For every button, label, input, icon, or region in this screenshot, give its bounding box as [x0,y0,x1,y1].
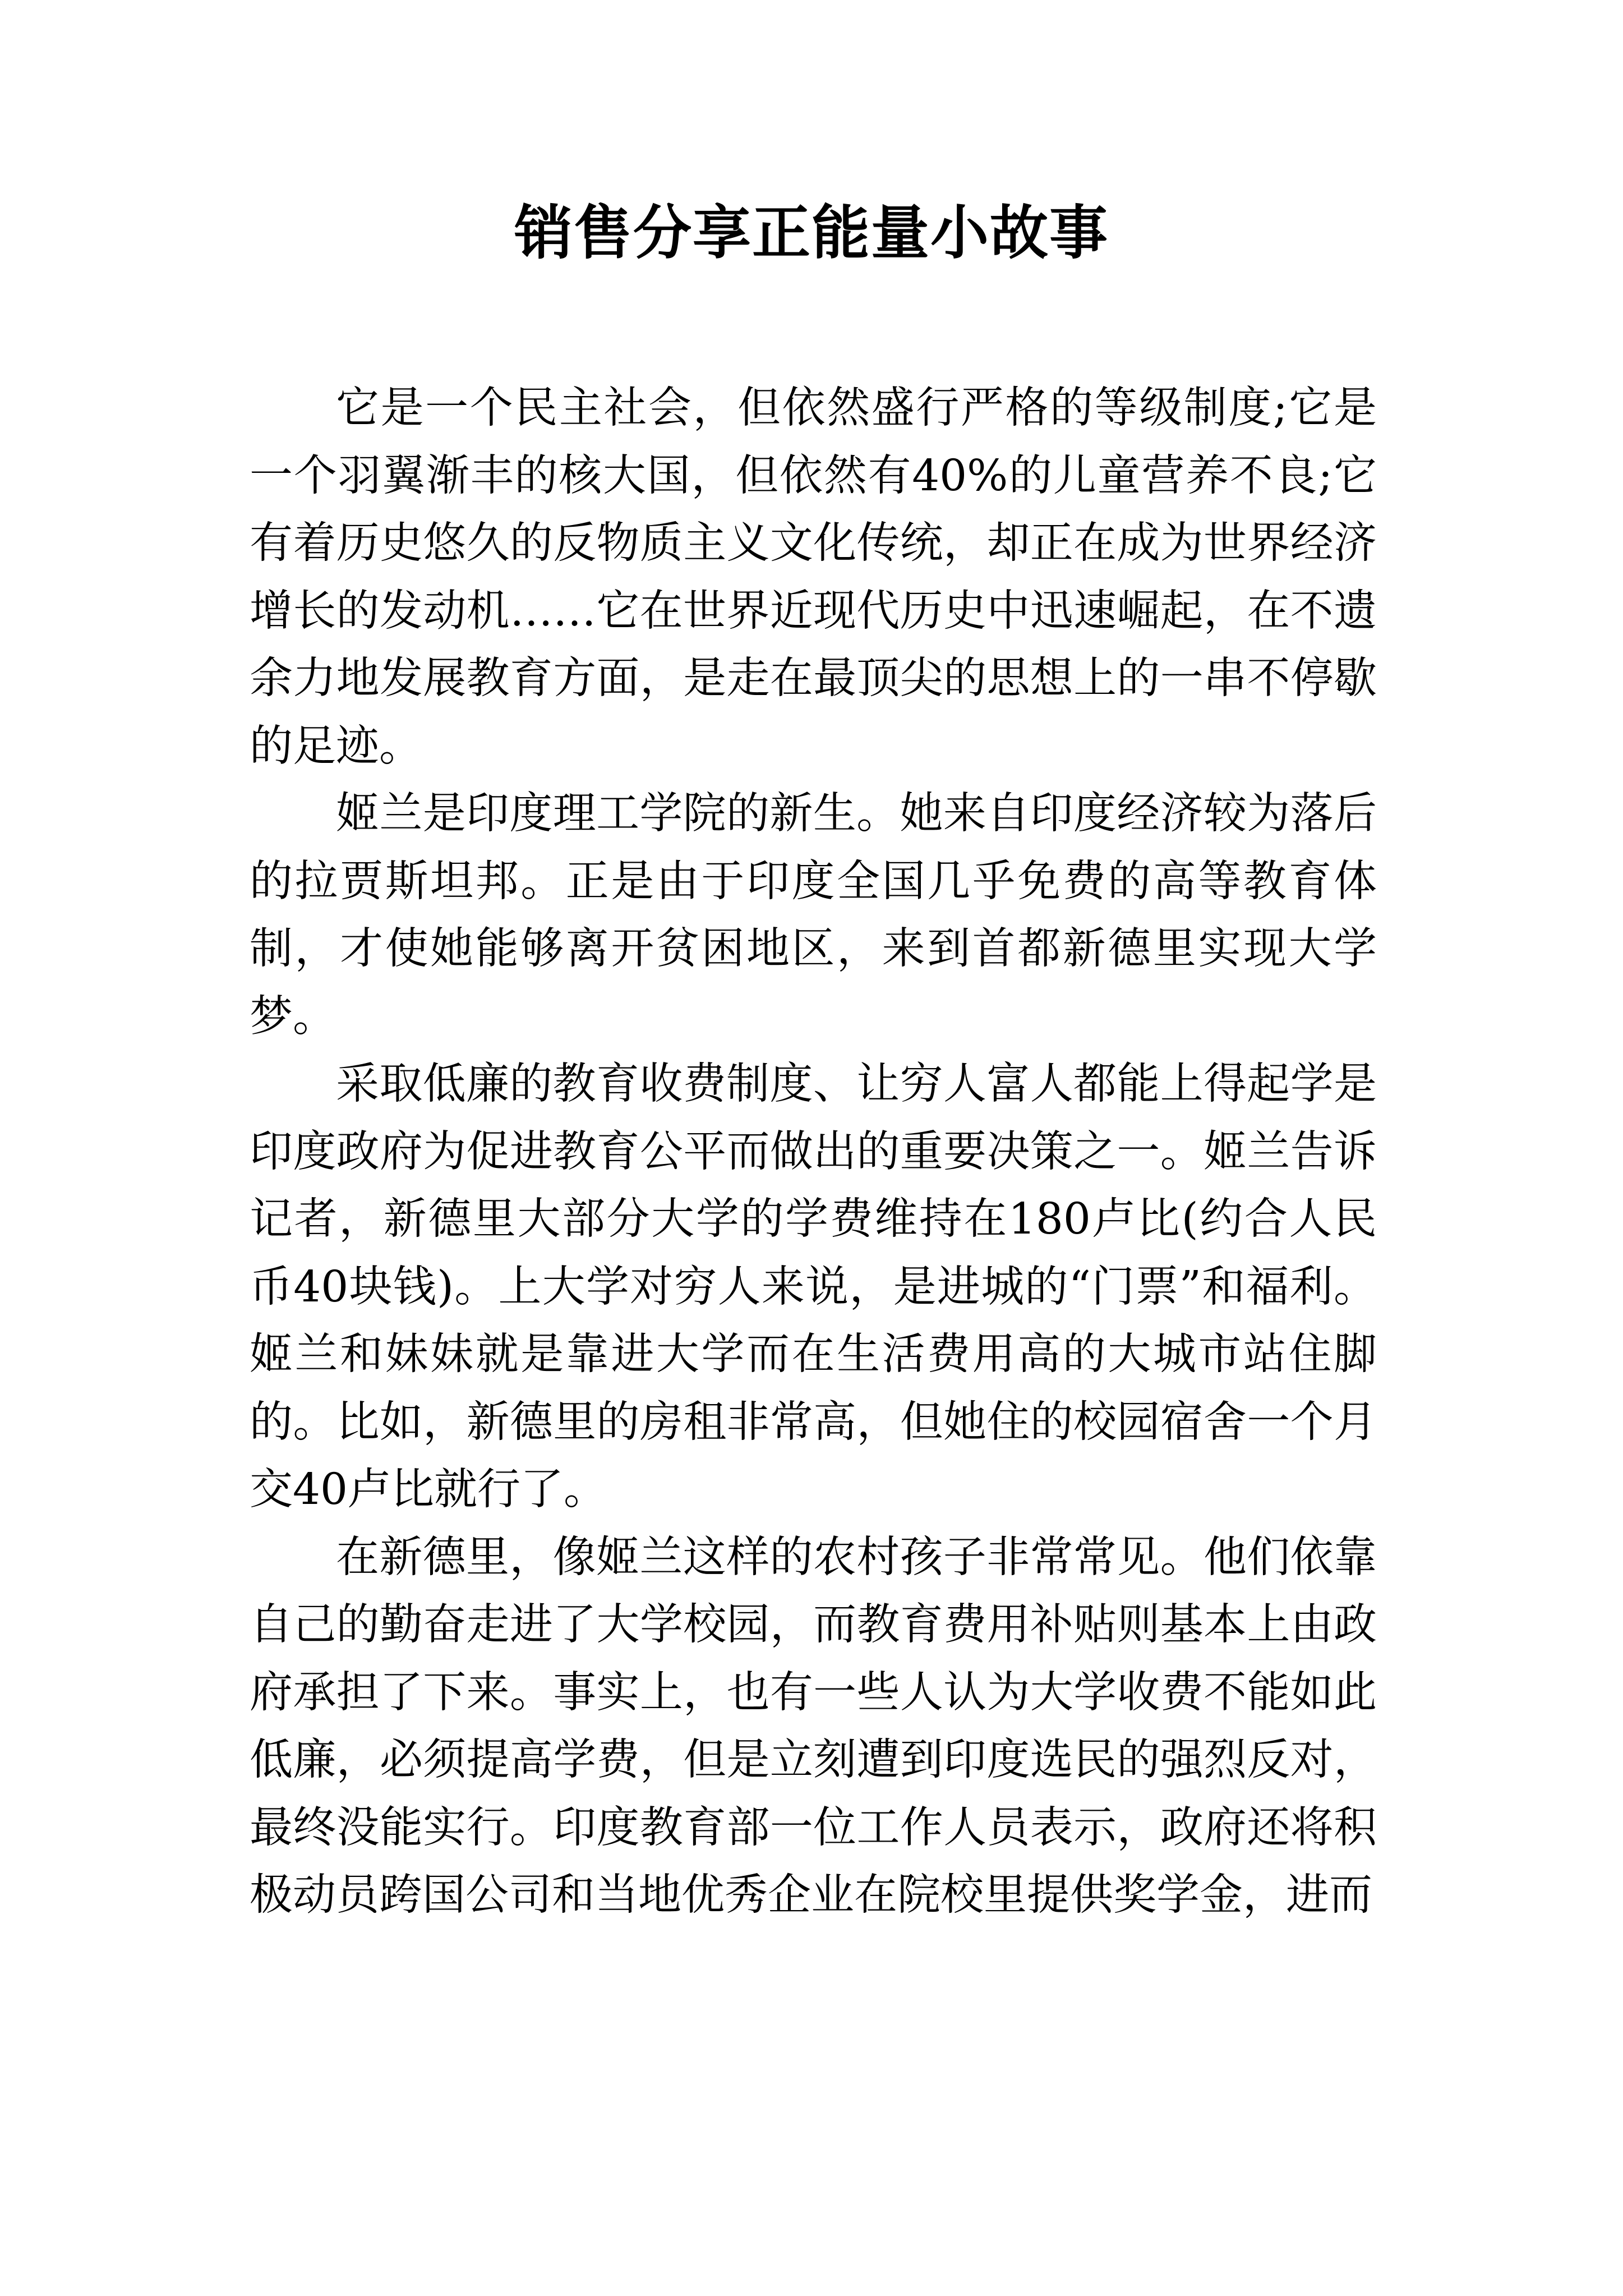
paragraph-1: 它是一个民主社会，但依然盛行严格的等级制度;它是一个羽翼渐丰的核大国，但依然有40%的儿童营养不良;它有着历史悠久的反物质主义文化传统，却正在成为世界经济增长的发动机……它在世界近现代历史中迅速崛起，在不遗余力地发展教育方面，是走在最顶尖的思想上的一串不停歇的足迹。 [250,383,1377,771]
document-title: 销售分享正能量小故事 [514,198,1109,267]
paragraph-2: 姬兰是印度理工学院的新生。她来自印度经济较为落后的拉贾斯坦邦。正是由于印度全国几乎免费的高等教育体制，才使她能够离开贫困地区，来到首都新德里实现大学梦。 [250,789,1377,1042]
paragraph-4: 在新德里，像姬兰这样的农村孩子非常常见。他们依靠自己的勤奋走进了大学校园，而教育费用补贴则基本上由政府承担了下来。事实上，也有一些人认为大学收费不能如此低廉，必须提高学费，但是立刻遭到印度选民的强烈反对，最终没能实行。印度教育部一位工作人员表示，政府还将积极动员跨国公司和当地优秀企业在院校里提供奖学金，进而 [250,1532,1377,1920]
paragraph-3: 采取低廉的教育收费制度、让穷人富人都能上得起学是印度政府为促进教育公平而做出的重要决策之一。姬兰告诉记者，新德里大部分大学的学费维持在180卢比(约合人民币40块钱)。上大学对穷人来说，是进城的“门票”和福利。姬兰和妹妹就是靠进大学而在生活费用高的大城市站住脚的。比如，新德里的房租非常高，但她住的校园宿舍一个月交40卢比就行了。 [250,1059,1377,1515]
document-body [250,375,1377,1930]
